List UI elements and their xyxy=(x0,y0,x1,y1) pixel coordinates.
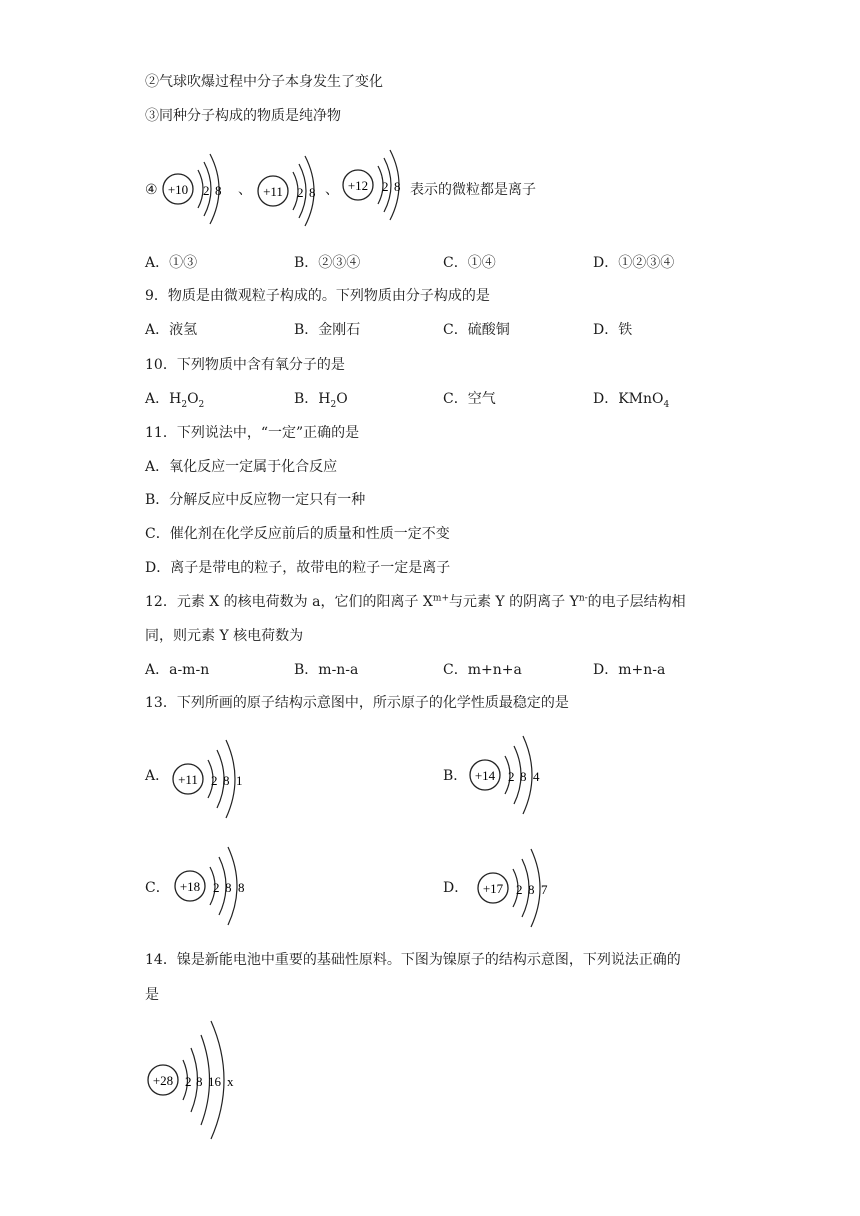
statement-4-suffix: 表示的微粒都是离子 xyxy=(410,182,536,198)
q10-text: 10．下列物质中含有氧分子的是 xyxy=(145,357,345,373)
shell-2-count: 8 xyxy=(196,1074,203,1089)
q12-text-line2: 同，则元素 Y 核电荷数为 xyxy=(145,628,304,644)
q9-option-b: B．金刚石 xyxy=(294,322,361,338)
shell-1-count: 2 xyxy=(508,769,515,784)
shell-2-count: 8 xyxy=(520,769,527,784)
atom-diagram-q13-a xyxy=(170,730,260,830)
shell-1-count: 2 xyxy=(382,179,389,194)
atom-diagram-q13-b xyxy=(467,726,557,826)
statement-3: ③同种分子构成的物质是纯净物 xyxy=(145,108,341,124)
nucleus-charge: +18 xyxy=(179,879,201,894)
shell-3-count: 1 xyxy=(236,773,243,788)
q11-option-b: B．分解反应中反应物一定只有一种 xyxy=(145,492,366,508)
shell-1-count: 2 xyxy=(297,185,304,200)
q9-text: 9．物质是由微观粒子构成的。下列物质由分子构成的是 xyxy=(145,288,490,304)
nucleus-charge: +17 xyxy=(482,881,504,896)
shell-3-count: 4 xyxy=(533,769,540,784)
atom-diagram-nickel xyxy=(145,1015,255,1149)
nucleus-charge: +14 xyxy=(474,768,496,783)
nucleus-charge: +12 xyxy=(347,178,369,193)
statement-2: ②气球吹爆过程中分子本身发生了变化 xyxy=(145,74,383,90)
q12-option-d: D．m+n-a xyxy=(593,662,666,678)
shell-2-count: 8 xyxy=(215,183,222,198)
q13-text: 13．下列所画的原子结构示意图中，所示原子的化学性质最稳定的是 xyxy=(145,695,569,711)
shell-2-count: 8 xyxy=(528,882,535,897)
atom-diagram-q13-d xyxy=(475,838,565,938)
q12-option-a: A．a-m-n xyxy=(145,662,210,678)
q13-label-b: B． xyxy=(443,768,468,784)
shell-3-count: 16 xyxy=(208,1074,221,1089)
q11-text: 11．下列说法中，“一定”正确的是 xyxy=(145,425,360,441)
q10-option-d: D．KMnO$_4$ xyxy=(593,391,670,410)
q14-text-line1: 14．镍是新能电池中重要的基础性原料。下图为镍原子的结构示意图，下列说法正确的 xyxy=(145,952,681,968)
q12-option-b: B．m-n-a xyxy=(294,662,359,678)
shell-1-count: 2 xyxy=(185,1074,192,1089)
q8-option-a: A．①③ xyxy=(145,255,198,271)
q8-option-d: D．①②③④ xyxy=(593,255,675,271)
separator: 、 xyxy=(238,182,252,198)
q9-option-d: D．铁 xyxy=(593,322,633,338)
q9-option-a: A．液氢 xyxy=(145,322,198,338)
shell-1-count: 2 xyxy=(213,880,220,895)
shell-2-count: 8 xyxy=(309,185,316,200)
shell-2-count: 8 xyxy=(223,773,230,788)
atom-diagram-plus11 xyxy=(255,148,325,234)
nucleus-charge: +11 xyxy=(263,184,283,199)
q10-option-c: C．空气 xyxy=(443,391,496,407)
q11-option-d: D．离子是带电的粒子，故带电的粒子一定是离子 xyxy=(145,560,451,576)
shell-1-count: 2 xyxy=(516,882,523,897)
atom-diagram-plus12 xyxy=(340,144,410,230)
shell-2-count: 8 xyxy=(225,880,232,895)
q8-option-c: C．①④ xyxy=(443,255,496,271)
shell-1-count: 2 xyxy=(211,773,218,788)
shell-3-count: 7 xyxy=(541,882,548,897)
q11-option-c: C．催化剂在化学反应前后的质量和性质一定不变 xyxy=(145,526,450,542)
q10-option-a: A．$H_2O_2$ xyxy=(145,391,205,410)
nucleus-charge: +11 xyxy=(178,772,198,787)
q13-label-a: A． xyxy=(145,768,170,784)
q8-option-b: B．②③④ xyxy=(294,255,361,271)
atom-diagram-q13-c xyxy=(172,838,262,938)
q12-option-c: C．m+n+a xyxy=(443,662,522,678)
q10-option-b: B．$H_2O$ xyxy=(294,391,348,410)
q11-option-a: A．氧化反应一定属于化合反应 xyxy=(145,459,338,475)
atom-diagram-plus10 xyxy=(160,148,230,234)
shell-3-count: 8 xyxy=(238,880,245,895)
separator: 、 xyxy=(325,182,339,198)
shell-2-count: 8 xyxy=(394,179,401,194)
q13-label-c: C． xyxy=(145,880,170,896)
shell-1-count: 2 xyxy=(203,183,210,198)
nucleus-charge: +10 xyxy=(167,182,189,197)
q13-label-d: D． xyxy=(443,880,469,896)
statement-4-prefix: ④ xyxy=(145,182,158,198)
shell-4-count: x xyxy=(227,1074,234,1089)
q12-text-line1: 12．元素 X 的核电荷数为 a，它们的阳离子 $X^{m+}$与元素 Y 的阴离子 $Y^{n-}$的电子层结构相 xyxy=(145,593,686,610)
nucleus-charge: +28 xyxy=(152,1073,174,1088)
q9-option-c: C．硫酸铜 xyxy=(443,322,510,338)
q14-text-line2: 是 xyxy=(145,987,159,1003)
